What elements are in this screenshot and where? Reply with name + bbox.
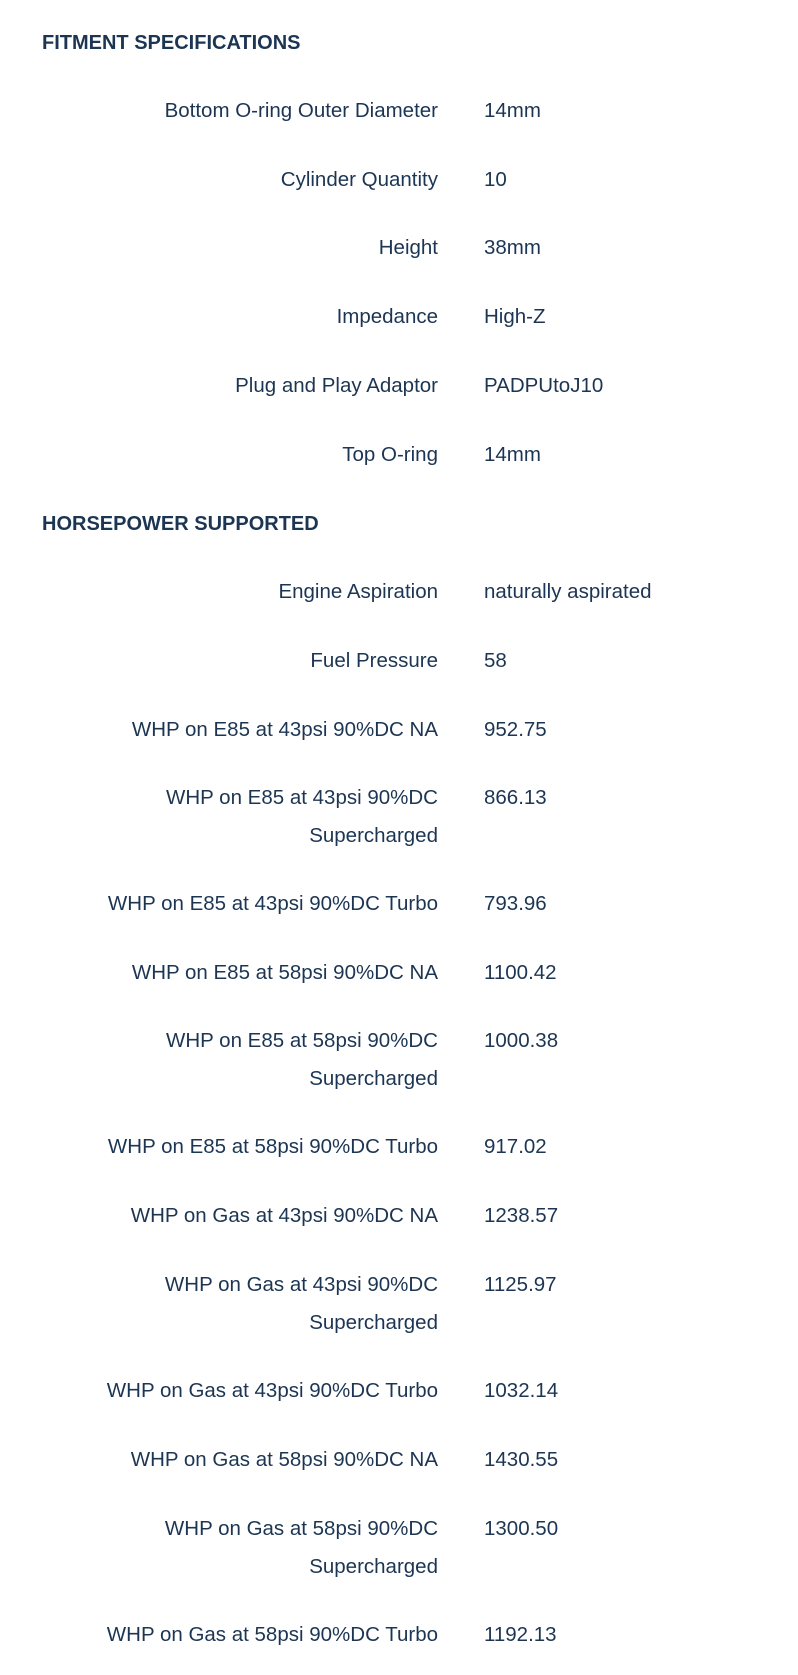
- spec-value: 1300.50: [484, 1517, 559, 1540]
- spec-label: WHP on E85 at 43psi 90%DC Supercharged: [166, 786, 438, 847]
- spec-label: WHP on E85 at 58psi 90%DC Supercharged: [166, 1029, 438, 1090]
- spec-label: WHP on Gas at 58psi 90%DC Turbo: [106, 1623, 438, 1646]
- spec-value: 14mm: [484, 443, 541, 466]
- spec-value: 1000.38: [484, 1029, 559, 1052]
- spec-label: WHP on Gas at 43psi 90%DC NA: [130, 1204, 438, 1227]
- spec-value: High-Z: [484, 305, 546, 328]
- section-title-horsepower: HORSEPOWER SUPPORTED: [42, 513, 319, 535]
- spec-label: Impedance: [336, 305, 438, 328]
- spec-value: 1032.14: [484, 1379, 559, 1402]
- spec-label: Bottom O-ring Outer Diameter: [164, 99, 438, 122]
- spec-value: naturally aspirated: [484, 580, 652, 603]
- spec-value: 38mm: [484, 236, 541, 259]
- spec-label: Top O-ring: [342, 443, 438, 466]
- spec-label: Cylinder Quantity: [280, 168, 438, 191]
- spec-label: Height: [378, 236, 438, 259]
- spec-label: WHP on Gas at 43psi 90%DC Supercharged: [164, 1273, 438, 1334]
- spec-value: 10: [484, 168, 507, 191]
- section-title-fitment: FITMENT SPECIFICATIONS: [42, 32, 301, 54]
- spec-label: WHP on E85 at 43psi 90%DC Turbo: [107, 892, 438, 915]
- spec-label: WHP on E85 at 58psi 90%DC NA: [131, 961, 438, 984]
- spec-value: 952.75: [484, 718, 547, 741]
- spec-label: WHP on Gas at 58psi 90%DC NA: [130, 1448, 438, 1471]
- spec-value: 917.02: [484, 1135, 547, 1158]
- spec-label: WHP on E85 at 43psi 90%DC NA: [131, 718, 438, 741]
- spec-label: Fuel Pressure: [310, 649, 438, 672]
- spec-value: PADPUtoJ10: [484, 374, 604, 397]
- spec-value: 866.13: [484, 786, 547, 809]
- spec-label: WHP on E85 at 58psi 90%DC Turbo: [107, 1135, 438, 1158]
- spec-label: WHP on Gas at 58psi 90%DC Supercharged: [164, 1517, 438, 1578]
- spec-label: Plug and Play Adaptor: [235, 374, 438, 397]
- spec-value: 1430.55: [484, 1448, 559, 1471]
- spec-value: 1192.13: [484, 1623, 557, 1646]
- spec-label: Engine Aspiration: [278, 580, 438, 603]
- spec-value: 14mm: [484, 99, 541, 122]
- spec-value: 1100.42: [484, 961, 557, 984]
- spec-value: 1238.57: [484, 1204, 559, 1227]
- spec-label: WHP on Gas at 43psi 90%DC Turbo: [106, 1379, 438, 1402]
- spec-value: 793.96: [484, 892, 547, 915]
- spec-value: 58: [484, 649, 507, 672]
- spec-value: 1125.97: [484, 1273, 557, 1296]
